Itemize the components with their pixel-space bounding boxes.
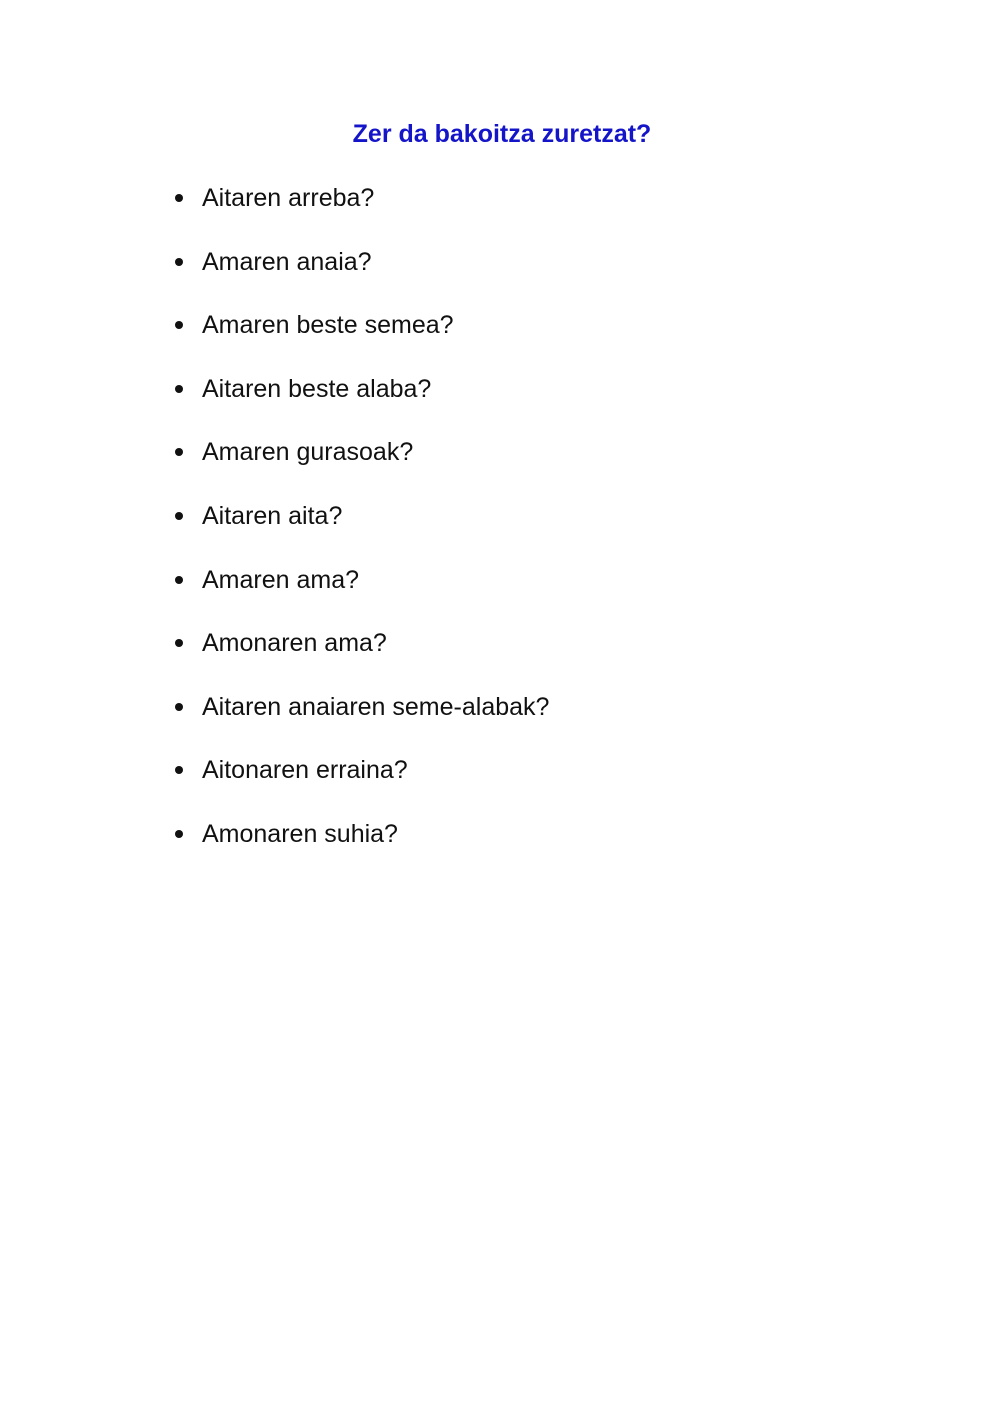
question-text: Amaren gurasoak? [202, 438, 414, 467]
question-text: Aitaren beste alaba? [202, 374, 432, 403]
question-text: Aitaren aita? [202, 501, 343, 530]
bullet-icon [175, 703, 183, 711]
question-text: Aitonaren erraina? [202, 756, 408, 785]
question-text: Amonaren suhia? [202, 819, 398, 848]
list-item [172, 817, 549, 881]
bullet-icon [175, 639, 183, 647]
list-item [172, 308, 549, 372]
bullet-icon [175, 194, 183, 202]
bullet-icon [175, 448, 183, 456]
bullet-icon [175, 576, 183, 584]
list-item [172, 245, 549, 309]
bullet-icon [175, 830, 183, 838]
question-text: Aitaren arreba? [202, 184, 375, 212]
list-item [172, 435, 549, 499]
question-text: Amaren ama? [202, 565, 360, 594]
list-item [172, 372, 549, 436]
list-item [172, 626, 549, 690]
list-item [172, 563, 549, 627]
list-item [172, 181, 549, 245]
question-text: Amaren beste semea? [202, 311, 454, 340]
list-item [172, 690, 549, 754]
bullet-icon [175, 385, 183, 393]
list-item [172, 499, 549, 563]
question-list [172, 181, 549, 881]
bullet-icon [175, 766, 183, 774]
question-text: Amonaren ama? [202, 629, 387, 658]
bullet-icon [175, 512, 183, 520]
question-text: Amaren anaia? [202, 247, 372, 276]
list-item [172, 753, 549, 817]
page-title: Zer da bakoitza zuretzat? [352, 120, 652, 148]
bullet-icon [175, 321, 183, 329]
question-text: Aitaren anaiaren seme-alabak? [202, 692, 550, 721]
bullet-icon [175, 258, 183, 266]
